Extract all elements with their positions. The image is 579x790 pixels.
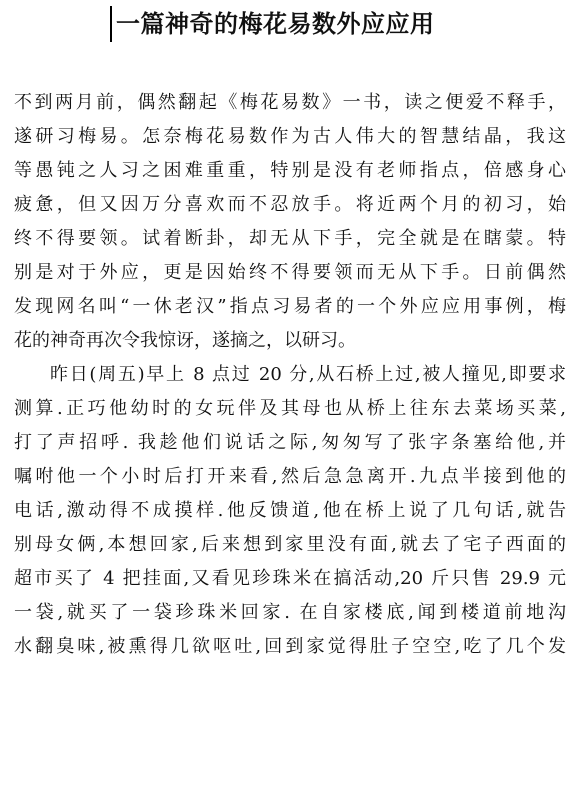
text-line: 终不得要领。试着断卦，却无从下手，完全就是在瞎蒙。特 [14, 228, 566, 249]
text-line: 一袋,就买了一袋珍珠米回家. 在自家楼底,闻到楼道前地沟 [14, 602, 566, 623]
text-line: 花的神奇再次令我惊讶，遂摘之，以研习。 [14, 330, 356, 351]
text-line: 别母女俩,本想回家,后来想到家里没有面,就去了宅子西面的 [14, 534, 566, 555]
text-cursor [110, 6, 112, 42]
text-line: 打了声招呼. 我趁他们说话之际,匆匆写了张字条塞给他,并 [14, 432, 566, 453]
text-line: 测算.正巧他幼时的女玩伴及其母也从桥上往东去菜场买菜, [14, 398, 566, 419]
text-line: 电话,激动得不成摸样.他反馈道,他在桥上说了几句话,就告 [14, 500, 566, 521]
text-line: 超市买了 4 把挂面,又看见珍珠米在搞活动,20 斤只售 29.9 元 [14, 568, 566, 589]
text-line: 别是对于外应，更是因始终不得要领而无从下手。日前偶然 [14, 262, 566, 283]
text-line: 不到两月前，偶然翻起《梅花易数》一书，读之便爱不释手， [14, 92, 566, 113]
text-line: 水翻臭味,被熏得几欲呕吐,回到家觉得肚子空空,吃了几个发 [14, 636, 566, 657]
text-line: 疲惫，但又因万分喜欢而不忍放手。将近两个月的初习，始 [14, 194, 566, 215]
text-line: 发现网名叫“一休老汉”指点习易者的一个外应应用事例，梅 [14, 296, 566, 317]
text-line: 嘱咐他一个小时后打开来看,然后急急离开.九点半接到他的 [14, 466, 566, 487]
text-line: 遂研习梅易。怎奈梅花易数作为古人伟大的智慧结晶，我这 [14, 126, 566, 147]
document-title: 一篇神奇的梅花易数外应应用 [116, 9, 435, 38]
text-line: 等愚钝之人习之困难重重，特别是没有老师指点，倍感身心 [14, 160, 566, 181]
paragraph-1 [14, 86, 566, 664]
text-line: 昨日(周五)早上 8 点过 20 分,从石桥上过,被人撞见,即要求 [50, 364, 566, 385]
